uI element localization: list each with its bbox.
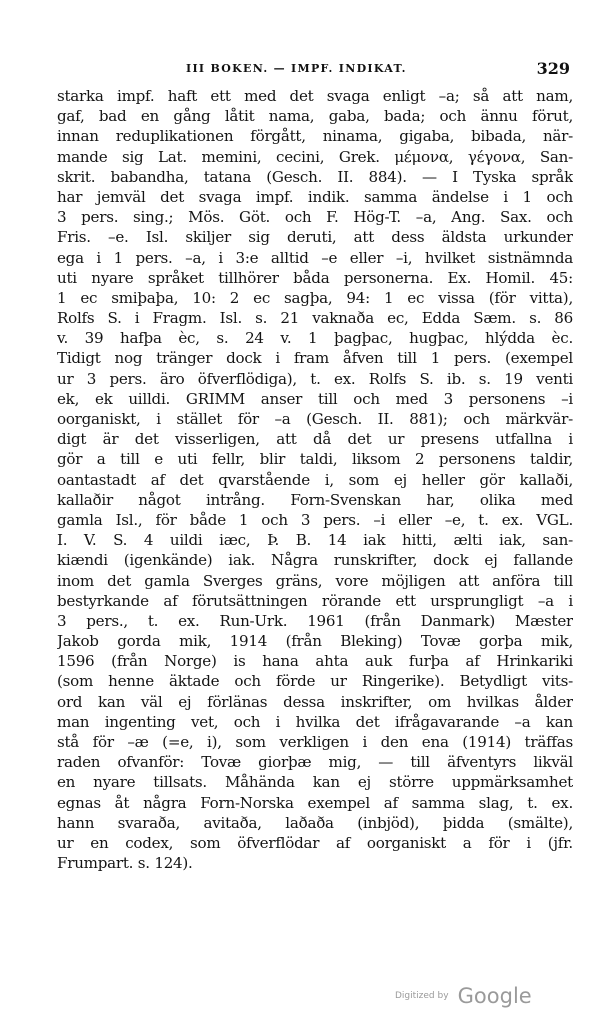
text-line: innan reduplikationen förgått, ninama, gigaba, bibada, när-: [57, 127, 573, 146]
body-text: [57, 86, 573, 873]
text-line: gör a till e uti fellr, blir taldi, liksom 2 personens taldir,: [57, 450, 573, 469]
text-line: kiændi (igenkände) iak. Några runskrifter, dock ej fallande: [57, 551, 573, 570]
text-line: I. V. S. 4 uildi iæc, Þ. B. 14 iak hitti, ælti iak, san-: [57, 531, 573, 550]
text-line: gaf, bad en gång låtit nama, gaba, bada; och ännu förut,: [57, 107, 573, 126]
text-line: Tidigt nog tränger dock i fram åfven till 1 pers. (exempel: [57, 349, 573, 368]
text-line: digt är det visserligen, att då det ur presens utfallna i: [57, 430, 573, 449]
running-header: [56, 59, 576, 84]
text-line: ur 3 pers. äro öfverflödiga), t. ex. Rolfs S. ib. s. 19 venti: [57, 369, 573, 388]
text-line: ega i 1 pers. –a, i 3:e alltid –e eller –i, hvilket sistnämnda: [57, 248, 573, 267]
text-line: en nyare tillsats. Måhända kan ej större uppmärksamhet: [57, 773, 573, 792]
text-line: hann svaraða, avitaða, laðaða (inbjöd), þidda (smälte),: [57, 813, 573, 832]
text-line: v. 39 hafþa èc, s. 24 v. 1 þagþac, hugþac, hlýdda èc.: [57, 329, 573, 348]
text-line: ord kan väl ej förlänas dessa inskrifter, om hvilkas ålder: [57, 692, 573, 711]
digitized-label: Digitized by: [395, 991, 449, 1001]
text-line: raden ofvanför: Tovæ giorþæ mig, — till äfventyrs likväl: [57, 753, 573, 772]
text-line: Frumpart. s. 124).: [57, 854, 193, 873]
text-line: har jemväl det svaga impf. indik. samma ändelse i 1 och: [57, 187, 573, 206]
text-line: kallaðir något intrång. Forn-Svenskan har, olika med: [57, 490, 573, 509]
text-line: gamla Isl., för både 1 och 3 pers. –i eller –e, t. ex. VGL.: [57, 510, 573, 529]
text-line: egnas åt några Forn-Norska exempel af samma slag, t. ex.: [57, 793, 573, 812]
text-line: stå för –æ (=e, i), som verkligen i den ena (1914) träffas: [57, 733, 573, 751]
text-line: ur en codex, som öfverflödar af oorganiskt a för i (jfr.: [57, 833, 573, 852]
text-line: mande sig Lat. memini, cecini, Grek. μέμονα, γέγονα, San-: [57, 147, 573, 166]
text-line: Jakob gorda mik, 1914 (från Bleking) Tovæ gorþa mik,: [57, 632, 573, 651]
text-line: 3 pers. sing.; Mös. Göt. och F. Hög-T. –a, Ang. Sax. och: [57, 208, 573, 227]
text-line: oorganiskt, i stället för –a (Gesch. II. 881); och märkvär-: [57, 410, 573, 428]
text-line: 1596 (från Norge) is hana ahta auk furþa af Hrinkariki: [57, 652, 573, 671]
text-line: uti nyare språket tillhörer båda personerna. Ex. Homil. 45:: [57, 268, 573, 287]
text-line: (som henne äktade och förde ur Ringerike). Betydligt vits-: [57, 672, 573, 691]
google-logo: Google: [457, 984, 532, 1008]
text-line: inom det gamla Sverges gräns, vore möjligen att anföra till: [57, 571, 573, 590]
running-title: III BOKEN. — IMPF. INDIKAT.: [186, 62, 407, 75]
text-line: oantastadt af det qvarstående i, som ej heller gör kallaði,: [57, 470, 573, 489]
digitized-watermark: [395, 984, 532, 1008]
text-line: 1 ec smiþaþa, 10: 2 ec sagþa, 94: 1 ec vissa (för vitta),: [57, 288, 573, 307]
text-line: 3 pers., t. ex. Run-Urk. 1961 (från Danmark) Mæster: [57, 611, 573, 630]
text-line: bestyrkande af förutsättningen rörande ett ursprungligt –a i: [57, 591, 573, 610]
text-line: starka impf. haft ett med det svaga enligt –a; så att nam,: [57, 87, 573, 105]
page-number: 329: [536, 59, 570, 78]
text-line: Fris. –e. Isl. skiljer sig deruti, att dess äldsta urkunder: [57, 228, 573, 247]
text-line: skrit. babandha, tatana (Gesch. II. 884). — I Tyska språk: [57, 167, 573, 186]
text-line: Rolfs S. i Fragm. Isl. s. 21 vaknaða ec, Edda Sæm. s. 86: [57, 309, 573, 328]
text-line: man ingenting vet, och i hvilka det ifrågavarande –a kan: [57, 712, 573, 731]
text-line: ek, ek uilldi. GRIMM anser till och med 3 personens –i: [57, 389, 573, 408]
